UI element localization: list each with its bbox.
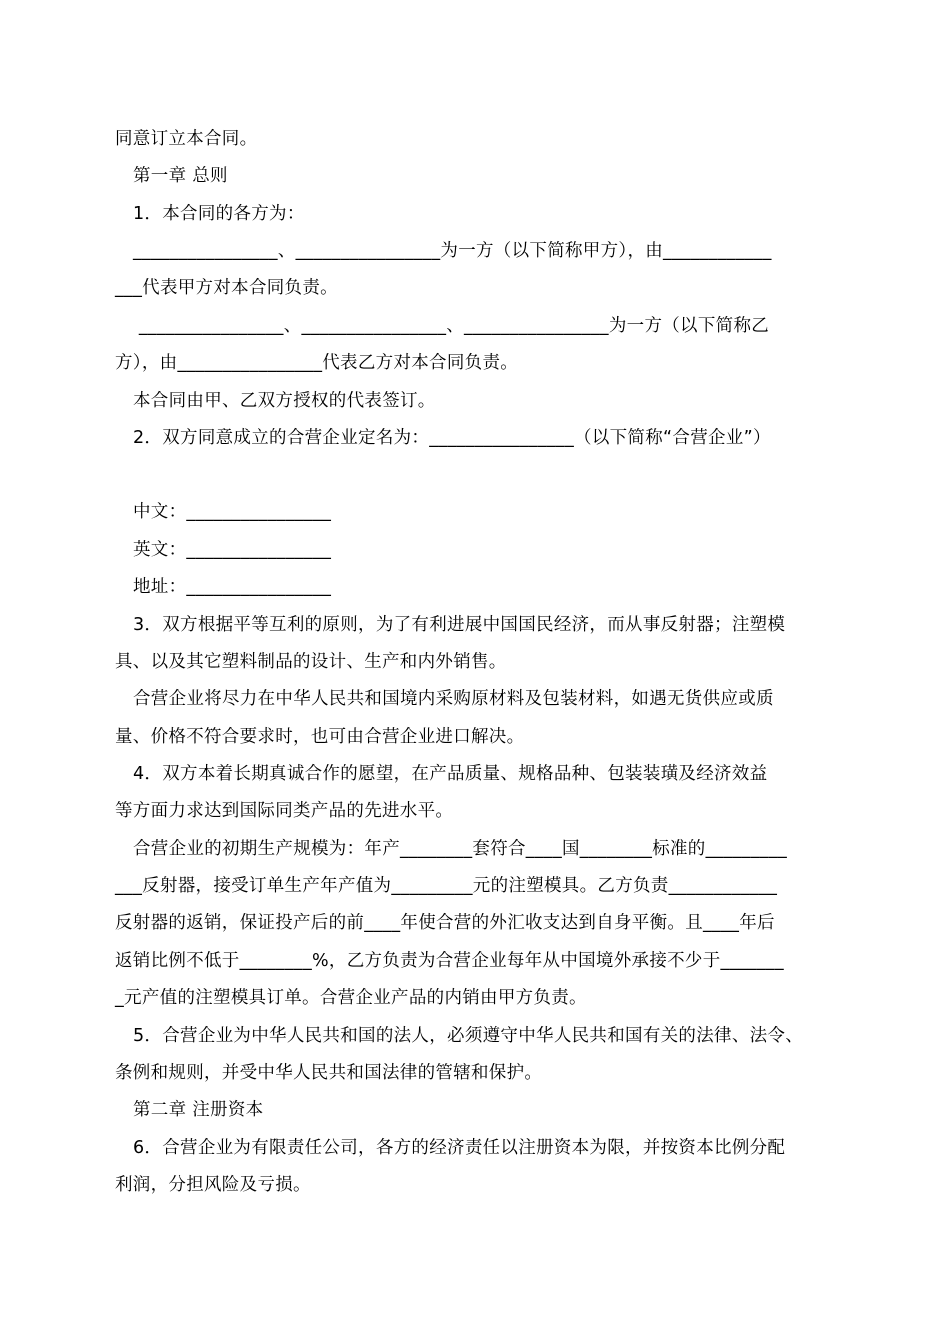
text-line: 5．合营企业为中华人民共和国的法人，必须遵守中华人民共和国有关的法律、法令、 xyxy=(133,1026,804,1046)
text-line: 中文：________________ xyxy=(133,502,332,522)
text-line: ___反射器，接受订单生产年产值为_________元的注塑模具。乙方负责____________ xyxy=(115,876,778,896)
text-line: 3．双方根据平等互利的原则，为了有利进展中国国民经济，而从事反射器；注塑模 xyxy=(133,615,786,635)
text-line: 地址：________________ xyxy=(133,577,332,597)
text-line: 英文：________________ xyxy=(133,540,332,560)
text-line: 量、价格不符合要求时，也可由合营企业进口解决。 xyxy=(115,727,525,747)
text-line: 等方面力求达到国际同类产品的先进水平。 xyxy=(115,801,454,821)
text-line: 同意订立本合同。 xyxy=(115,129,258,149)
chapter-heading: 第一章 总则 xyxy=(133,166,228,186)
text-line: 6．合营企业为有限责任公司，各方的经济责任以注册资本为限，并按资本比例分配 xyxy=(133,1138,786,1158)
text-line: 合营企业将尽力在中华人民共和国境内采购原材料及包装材料，如遇无货供应或质 xyxy=(133,689,774,709)
text-line: 返销比例不低于________%，乙方负责为合营企业每年从中国境外承接不少于_______ xyxy=(115,951,784,971)
text-line: 4．双方本着长期真诚合作的愿望，在产品质量、规格品种、包装装璜及经济效益 xyxy=(133,764,768,784)
chapter-heading: 第二章 注册资本 xyxy=(133,1100,264,1120)
text-line: ___代表甲方对本合同负责。 xyxy=(115,278,338,298)
text-line: 2．双方同意成立的合营企业定名为：________________（以下简称“合营企业”） xyxy=(133,428,771,448)
text-line: 条例和规则，并受中华人民共和国法律的管辖和保护。 xyxy=(115,1063,543,1083)
text-line: 具、以及其它塑料制品的设计、生产和内外销售。 xyxy=(115,652,507,672)
text-line: 1．本合同的各方为： xyxy=(133,204,305,224)
text-line: 本合同由甲、乙双方授权的代表签订。 xyxy=(133,391,436,411)
text-line: ________________、________________、________________为一方（以下简称乙 xyxy=(133,316,770,336)
text-line: ________________、________________为一方（以下简称甲方），由____________ xyxy=(133,241,772,261)
text-line: 合营企业的初期生产规模为：年产________套符合____国________标准的_________ xyxy=(133,839,788,859)
text-line: 利润，分担风险及亏损。 xyxy=(115,1175,311,1195)
text-line: _元产值的注塑模具订单。合营企业产品的内销由甲方负责。 xyxy=(115,988,587,1008)
text-line: 反射器的返销，保证投产后的前____年使合营的外汇收支达到自身平衡。且____年后 xyxy=(115,913,775,933)
text-line: 方），由________________代表乙方对本合同负责。 xyxy=(115,353,519,373)
